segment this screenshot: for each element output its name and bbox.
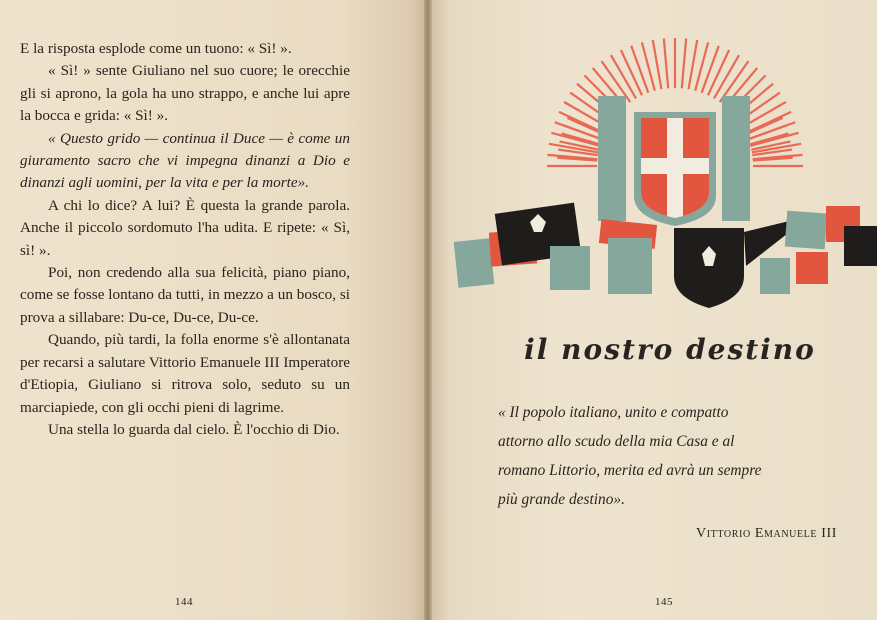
royal-quote <box>498 398 838 514</box>
flag-teal-icon <box>608 238 652 294</box>
paragraph: A chi lo dice? A lui? È questa la grande parola. Anche il piccolo sordomuto l'ha udita. E ripete: « Sì, sì! ». <box>20 196 350 259</box>
fasces-right-icon <box>722 96 750 221</box>
quote-line: attorno allo scudo della mia Casa e al <box>498 433 735 450</box>
flag-teal-icon <box>454 238 495 288</box>
book-gutter <box>424 0 432 620</box>
quote-line: « Il popolo italiano, unito e compatto <box>498 404 729 421</box>
sun-ray <box>689 40 698 89</box>
quote-line: più grande destino». <box>498 491 625 508</box>
flag-teal-icon <box>550 246 590 290</box>
page-number-right: 145 <box>655 596 673 608</box>
paragraph: « Sì! » sente Giuliano nel suo cuore; le orecchie gli si aprono, la gola ha uno strappo, e anche lui apre la bocca e grida: « Sì! ». <box>20 62 350 125</box>
sun-ray <box>653 40 662 89</box>
paragraph: Una stella lo guarda dal cielo. È l'occhio di Dio. <box>48 420 340 438</box>
savoy-shield-fasces-emblem-icon <box>450 26 877 326</box>
page-number-left: 144 <box>175 596 193 608</box>
paragraph: Quando, più tardi, la folla enorme s'è allontanata per recarsi a salutare Vittorio Emanuele III Imperatore d'Etiopia, Giuliano si ritrova solo, seduto su un marciapiede, con gli occhi pieni di lagrime. <box>20 331 350 416</box>
fasces-left-icon <box>598 96 626 221</box>
flag-black-icon <box>844 226 877 266</box>
left-page-body <box>20 38 350 441</box>
sun-ray <box>746 118 783 134</box>
flag-teal-icon <box>760 258 790 294</box>
black-eagle-shield-icon <box>674 228 744 308</box>
sun-ray <box>682 38 686 88</box>
sun-ray <box>664 38 668 88</box>
quote-line: romano Littorio, merita ed avrà un sempre <box>498 462 762 479</box>
paragraph: Poi, non credendo alla sua felicità, piano piano, come se fosse lontano da tutti, in mezzo a un bosco, si prova a sillabare: Du-ce, Du-ce, Du-ce. <box>20 264 350 326</box>
flag-red-icon <box>796 252 828 284</box>
flag-teal-icon <box>785 211 827 250</box>
paragraph: E la risposta esplode come un tuono: « Sì! ». <box>20 40 292 57</box>
quote-attribution: Vittorio Emanuele III <box>696 526 837 541</box>
chapter-title: il nostro destino <box>524 333 816 366</box>
paragraph-duce-speech: « Questo grido — continua il Duce — è come un giuramento sacro che vi impegna dinanzi a Dio e dinanzi agli uomini, per la vita e per la morte». <box>20 129 350 192</box>
